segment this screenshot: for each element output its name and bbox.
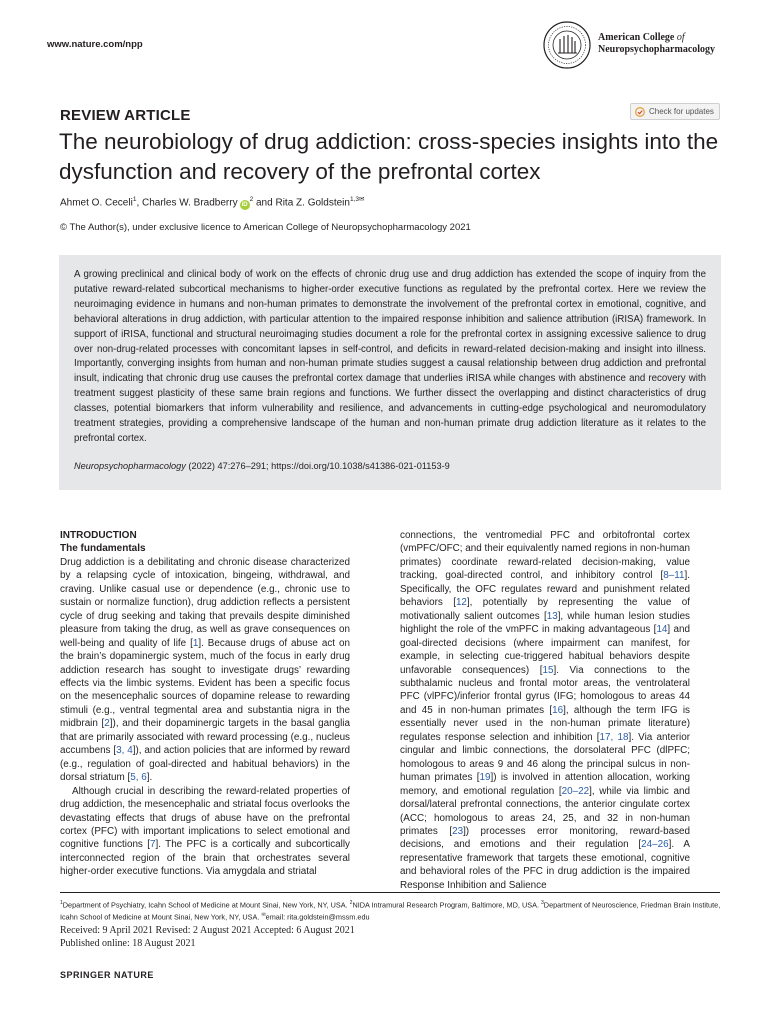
abstract-box [59,255,721,490]
author-1[interactable]: Ahmet O. Ceceli [60,197,133,209]
author-separator: and [253,197,276,209]
article-dates [60,924,355,950]
subsection-heading: The fundamentals [60,543,146,555]
received-dates: Received: 9 April 2021 Revised: 2 August 2021 Accepted: 6 August 2021 [60,925,355,936]
reference-link[interactable]: 3, 4 [116,745,133,757]
author-1-affil: 1 [132,196,137,203]
published-date: Published online: 18 August 2021 [60,938,196,949]
author-list [60,195,364,210]
paragraph: Although crucial in describing the reward-related properties of drug addiction, the mesencephalic and striatal focus overlooks the devastating effects that drugs of abuse have on the prefrontal cortex (PFC) with important implications to select emotional and cognitive functions [7]. The PFC is a cortically and subcortically interconnected region of the brain that orchestrates several higher-order executive functions. Via amygdala and striatal [60,785,350,878]
reference-link[interactable]: 12 [455,597,467,609]
body-column-left [60,529,350,879]
check-for-updates-icon [635,107,645,117]
reference-link[interactable]: 13 [546,610,558,622]
article-title: The neurobiology of drug addiction: cross-species insights into the dysfunction and recovery of the prefrontal cortex [59,129,719,184]
acnp-logo [540,20,730,70]
abstract-text: A growing preclinical and clinical body of work on the effects of chronic drug use and drug addiction has extended the scope of inquiry from the putative reward-related subcortical mechanisms to higher-order executive functions as regulated by the prefrontal cortex. Here we review the neuroimaging evidence in humans and non-human primates to demonstrate the involvement of the prefrontal cortex in emotional, cognitive, and behavioral alterations in drug addiction, with particular attention to the impaired response inhibition and salience attribution (iRISA) framework. In support of iRISA, functional and structural neuroimaging studies document a role for the prefrontal cortex in assigning excessive salience to drug over non-drug-related processes with concomitant lapses in self-control, and deficits in reward-related decision-making and insight into illness. Importantly, converging insights from human and non-human primate studies suggest a causal relationship between drug addiction and prefrontal insult, indicating that chronic drug use causes the prefrontal cortex damage that underlies iRISA while changes with abstinence and recovery with treatment suggest plasticity of these same brain regions and functions. We further dissect the overlapping and distinct characteristics of drug classes, potential biomarkers that inform vulnerability and resilience, and advancements in cutting-edge psychological and neuromodulatory treatment strategies, providing a comprehensive landscape of the human and non-human primate drug addiction literature as it relates to the prefrontal cortex. [74,269,706,444]
reference-link[interactable]: 19 [479,772,491,784]
reference-link[interactable]: 7 [149,839,156,851]
footnote-divider [60,892,720,893]
citation [74,461,706,471]
publisher-logo: SPRINGER NATURE [60,970,154,980]
reference-link[interactable]: 2 [104,718,110,730]
citation-doi[interactable]: (2022) 47:276–291; https://doi.org/10.1038/s41386-021-01153-9 [185,460,450,471]
reference-link[interactable]: 17, 18 [599,731,629,743]
reference-link[interactable]: 5, 6 [130,772,147,784]
reference-link[interactable]: 14 [656,624,668,636]
article-type: REVIEW ARTICLE [60,107,191,124]
reference-link[interactable]: 16 [552,704,564,716]
author-separator: , [136,197,142,209]
mail-icon[interactable]: ✉ [359,196,365,203]
corresponding-email[interactable]: email: rita.goldstein@mssm.edu [265,912,370,922]
body-column-right [400,529,690,892]
paragraph: connections, the ventromedial PFC and orbitofrontal cortex (vmPFC/OFC; and their equivalently named regions in non-human primates) coordinate reward-related decision-making, value tracking, goal-directed control, and inhibitory control [8–11]. Specifically, the OFC regulates reward and punishment related behaviors [12], potentially by representing the value of motivationally salient outcomes [13], while human lesion studies highlight the role of the vmPFC in making advantageous [14] and goal-directed decisions (where impairment can manifest, for example, in selecting cue-triggered habitual behaviors despite unfavorable consequences) [15]. Via connections to the subthalamic nucleus and frontal motor areas, the ventrolateral PFC (vlPFC)/inferior frontal gyrus (IFG; homologous to areas 44 and 45 in non-human primates [16], although the term IFG is essentially never used in the non-human primate literature) regulates response selection and inhibition [17, 18]. Via anterior cingular and limbic connections, the dorsolateral PFC (dlPFC; homologous to areas 9 and 46 along the principal sulcus in non-human primates [19]) is involved in attention allocation, working memory, and emotional regulation [20–22], while via limbic and dorsal/lateral prefrontal connections, the anterior cingulate cortex (ACC; homologous to areas 24, 25, and 32 in non-human primates [23]) processes error monitoring, reward-based decisions, and emotions and their regulation [24–26]. A representative framework that targets these emotional, cognitive and behavioral roles of the PFC in drug addiction is the impaired Response Inhibition and Salience [400,530,691,891]
author-2[interactable]: Charles W. Bradberry [142,197,238,209]
reference-link[interactable]: 8–11 [663,570,685,582]
author-2-affil: 2 [249,196,254,203]
section-heading: INTRODUCTION [60,530,137,541]
logo-text-line1: American College of [598,32,685,43]
reference-link[interactable]: 23 [452,825,464,837]
reference-link[interactable]: 15 [542,664,554,676]
paragraph: Drug addiction is a debilitating and chronic disease characterized by a relapsing cycle of intoxication, bingeing, withdrawal, and craving. Unlike casual use or dependence (e.g., chronic use to sustain or normalize function), drug addiction reflects a persistent cycle of drug seeking and taking that prevails despite diminished pleasure from taking the drug, as well as grave consequences on well-being and quality of life [1]. Because drugs of abuse act on the brain’s dopaminergic system, much of the focus in early drug addiction research has sought to investigate drugs’ rewarding effects via the limbic systems. Evident has been a specific focus on the mesencephalic sources of dopamine release to rewarding stimuli (e.g., ventral tegmental area and substantia nigra in the midbrain [2]), and their dopaminergic targets in the basal ganglia that are primarily associated with reward processing (e.g., nucleus accumbens [3, 4]), and action policies that are informed by reward (e.g., regulation of goal-directed and habitual behaviors) in the dorsal striatum [5, 6]. [60,556,350,784]
author-3[interactable]: Rita Z. Goldstein [275,197,350,209]
reference-link[interactable]: 1 [192,637,199,649]
site-url[interactable]: www.nature.com/npp [47,39,143,50]
check-for-updates-label: Check for updates [649,107,714,116]
acnp-seal-icon [540,20,594,70]
logo-text-line2: Neuropsychopharmacology [598,44,716,55]
check-for-updates-button[interactable] [630,103,720,120]
copyright-notice: © The Author(s), under exclusive licence to American College of Neuropsychopharmacology 2021 [60,222,471,233]
mail-icon: ✉ [261,912,266,919]
affiliations: $^1$Department of Psychiatry, Icahn School of Medicine at Mount Sinai, New York, NY, USA. $^2$NIDA Intramural Research Program, Baltimore, MD, USA. $^3$Department of Neuroscience, Friedman Brain Institute, Icahn School of Medicine at Mount Sinai, New York, NY, USA. ✉email: rita.goldstein@mssm.edu [60,900,721,922]
citation-journal: Neuropsychopharmacology [74,460,186,471]
author-3-affil: 1,3✉ [349,196,365,203]
orcid-icon[interactable]: iD [241,202,248,209]
reference-link[interactable]: 20–22 [561,785,590,797]
reference-link[interactable]: 24–26 [641,839,669,851]
